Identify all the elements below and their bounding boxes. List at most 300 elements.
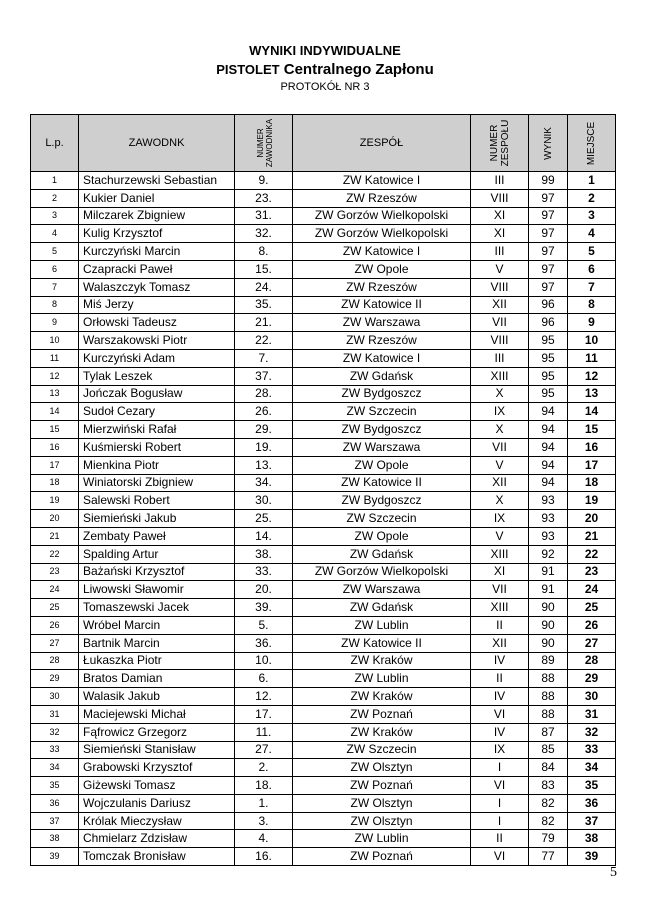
- row-name: Stachurzewski Sebastian: [79, 172, 235, 190]
- row-lp: 23: [31, 563, 79, 581]
- row-team: ZW Katowice II: [293, 474, 471, 492]
- row-team: ZW Kraków: [293, 688, 471, 706]
- row-place: 29: [568, 670, 616, 688]
- table-row: [31, 367, 616, 385]
- row-number: 28.: [235, 385, 293, 403]
- row-lp: 2: [31, 189, 79, 207]
- row-name: Kurczyński Adam: [79, 349, 235, 367]
- row-number: 15.: [235, 260, 293, 278]
- row-score: 88: [529, 670, 568, 688]
- row-team-number: XIII: [471, 599, 529, 617]
- row-team-number: II: [471, 830, 529, 848]
- row-lp: 3: [31, 207, 79, 225]
- row-team-number: XII: [471, 474, 529, 492]
- row-place: 34: [568, 759, 616, 777]
- row-team-number: IX: [471, 741, 529, 759]
- row-score: 84: [529, 759, 568, 777]
- row-team: ZW Szczecin: [293, 510, 471, 528]
- row-team-number: VI: [471, 777, 529, 795]
- col-header-place-text: MIEJSCE: [586, 121, 597, 165]
- row-team-number: XI: [471, 563, 529, 581]
- row-team-number: VII: [471, 581, 529, 599]
- table-row: [31, 581, 616, 599]
- row-number: 2.: [235, 759, 293, 777]
- row-name: Bartnik Marcin: [79, 634, 235, 652]
- table-row: [31, 848, 616, 866]
- row-lp: 30: [31, 688, 79, 706]
- row-place: 12: [568, 367, 616, 385]
- row-team-number: I: [471, 794, 529, 812]
- row-name: Spalding Artur: [79, 545, 235, 563]
- col-header-place: [568, 115, 616, 172]
- row-lp: 1: [31, 172, 79, 190]
- row-lp: 29: [31, 670, 79, 688]
- col-header-lp: L.p.: [31, 115, 79, 172]
- row-number: 20.: [235, 581, 293, 599]
- row-number: 39.: [235, 599, 293, 617]
- row-lp: 19: [31, 492, 79, 510]
- row-team-number: VII: [471, 438, 529, 456]
- row-lp: 35: [31, 777, 79, 795]
- row-team: ZW Lublin: [293, 830, 471, 848]
- row-place: 26: [568, 616, 616, 634]
- row-name: Łukaszka Piotr: [79, 652, 235, 670]
- row-score: 94: [529, 438, 568, 456]
- row-team-number: IX: [471, 403, 529, 421]
- row-lp: 24: [31, 581, 79, 599]
- row-team-number: XI: [471, 225, 529, 243]
- row-lp: 4: [31, 225, 79, 243]
- table-row: [31, 723, 616, 741]
- row-number: 12.: [235, 688, 293, 706]
- discipline-prefix: PISTOLET: [216, 62, 280, 77]
- row-lp: 13: [31, 385, 79, 403]
- row-team-number: III: [471, 243, 529, 261]
- row-score: 94: [529, 474, 568, 492]
- row-lp: 12: [31, 367, 79, 385]
- col-header-name: ZAWODNK: [79, 115, 235, 172]
- row-lp: 5: [31, 243, 79, 261]
- row-number: 34.: [235, 474, 293, 492]
- row-team-number: II: [471, 670, 529, 688]
- row-number: 29.: [235, 421, 293, 439]
- row-number: 10.: [235, 652, 293, 670]
- row-lp: 37: [31, 812, 79, 830]
- competition-title: [0, 61, 650, 78]
- row-lp: 9: [31, 314, 79, 332]
- protocol-number: PROTOKÓŁ NR 3: [280, 81, 370, 93]
- row-score: 97: [529, 243, 568, 261]
- row-score: 97: [529, 260, 568, 278]
- table-row: [31, 688, 616, 706]
- row-team: ZW Gorzów Wielkopolski: [293, 207, 471, 225]
- row-team: ZW Opole: [293, 260, 471, 278]
- row-number: 35.: [235, 296, 293, 314]
- row-team: ZW Lublin: [293, 670, 471, 688]
- row-place: 6: [568, 260, 616, 278]
- table-row: [31, 777, 616, 795]
- row-lp: 27: [31, 634, 79, 652]
- row-name: Królak Mieczysław: [79, 812, 235, 830]
- row-team: ZW Szczecin: [293, 741, 471, 759]
- table-row: [31, 349, 616, 367]
- row-team-number: V: [471, 527, 529, 545]
- page-number: 5: [610, 865, 617, 880]
- row-team: ZW Bydgoszcz: [293, 421, 471, 439]
- row-team-number: IV: [471, 688, 529, 706]
- row-place: 37: [568, 812, 616, 830]
- row-score: 90: [529, 616, 568, 634]
- row-lp: 8: [31, 296, 79, 314]
- row-number: 36.: [235, 634, 293, 652]
- row-name: Salewski Robert: [79, 492, 235, 510]
- table-row: [31, 296, 616, 314]
- row-number: 14.: [235, 527, 293, 545]
- row-number: 17.: [235, 705, 293, 723]
- row-team: ZW Gdańsk: [293, 599, 471, 617]
- row-place: 4: [568, 225, 616, 243]
- row-place: 3: [568, 207, 616, 225]
- row-number: 30.: [235, 492, 293, 510]
- row-number: 21.: [235, 314, 293, 332]
- row-place: 19: [568, 492, 616, 510]
- row-name: Mierzwiński Rafał: [79, 421, 235, 439]
- row-number: 1.: [235, 794, 293, 812]
- row-team: ZW Kraków: [293, 652, 471, 670]
- row-team-number: III: [471, 349, 529, 367]
- row-team-number: I: [471, 812, 529, 830]
- col-header-team: ZESPÓŁ: [293, 115, 471, 172]
- row-team-number: V: [471, 456, 529, 474]
- row-lp: 32: [31, 723, 79, 741]
- row-number: 26.: [235, 403, 293, 421]
- row-team: ZW Rzeszów: [293, 278, 471, 296]
- row-team: ZW Katowice II: [293, 634, 471, 652]
- row-number: 38.: [235, 545, 293, 563]
- row-name: Wojczulanis Dariusz: [79, 794, 235, 812]
- row-number: 27.: [235, 741, 293, 759]
- row-team: ZW Bydgoszcz: [293, 385, 471, 403]
- row-score: 94: [529, 403, 568, 421]
- row-team-number: VII: [471, 314, 529, 332]
- row-team-number: IV: [471, 723, 529, 741]
- table-row: [31, 670, 616, 688]
- row-score: 97: [529, 189, 568, 207]
- row-team: ZW Rzeszów: [293, 189, 471, 207]
- row-name: Giżewski Tomasz: [79, 777, 235, 795]
- row-name: Czapracki Paweł: [79, 260, 235, 278]
- row-team: ZW Olsztyn: [293, 759, 471, 777]
- table-row: [31, 172, 616, 190]
- row-team-number: V: [471, 260, 529, 278]
- row-place: 25: [568, 599, 616, 617]
- row-lp: 33: [31, 741, 79, 759]
- row-number: 4.: [235, 830, 293, 848]
- row-score: 87: [529, 723, 568, 741]
- row-number: 16.: [235, 848, 293, 866]
- row-team: ZW Szczecin: [293, 403, 471, 421]
- row-number: 5.: [235, 616, 293, 634]
- row-place: 24: [568, 581, 616, 599]
- row-score: 97: [529, 225, 568, 243]
- row-team-number: VI: [471, 848, 529, 866]
- row-score: 90: [529, 634, 568, 652]
- table-row: [31, 705, 616, 723]
- row-team: ZW Olsztyn: [293, 812, 471, 830]
- row-team: ZW Gdańsk: [293, 367, 471, 385]
- row-number: 31.: [235, 207, 293, 225]
- row-team-number: XI: [471, 207, 529, 225]
- row-name: Wróbel Marcin: [79, 616, 235, 634]
- row-place: 20: [568, 510, 616, 528]
- row-score: 91: [529, 563, 568, 581]
- row-place: 36: [568, 794, 616, 812]
- row-team-number: I: [471, 759, 529, 777]
- row-lp: 6: [31, 260, 79, 278]
- row-number: 11.: [235, 723, 293, 741]
- row-place: 2: [568, 189, 616, 207]
- row-name: Kuśmierski Robert: [79, 438, 235, 456]
- row-lp: 20: [31, 510, 79, 528]
- row-score: 97: [529, 278, 568, 296]
- row-place: 18: [568, 474, 616, 492]
- table-row: [31, 278, 616, 296]
- row-name: Winiatorski Zbigniew: [79, 474, 235, 492]
- row-number: 25.: [235, 510, 293, 528]
- row-team: ZW Poznań: [293, 777, 471, 795]
- row-lp: 7: [31, 278, 79, 296]
- row-place: 27: [568, 634, 616, 652]
- row-score: 97: [529, 207, 568, 225]
- row-number: 24.: [235, 278, 293, 296]
- row-number: 3.: [235, 812, 293, 830]
- table-row: [31, 403, 616, 421]
- row-place: 16: [568, 438, 616, 456]
- row-name: Milczarek Zbigniew: [79, 207, 235, 225]
- row-number: 18.: [235, 777, 293, 795]
- row-lp: 18: [31, 474, 79, 492]
- row-team-number: VIII: [471, 189, 529, 207]
- table-row: [31, 545, 616, 563]
- row-name: Liwowski Sławomir: [79, 581, 235, 599]
- table-row: [31, 794, 616, 812]
- row-team: ZW Warszawa: [293, 581, 471, 599]
- row-lp: 22: [31, 545, 79, 563]
- row-team: ZW Kraków: [293, 723, 471, 741]
- row-score: 83: [529, 777, 568, 795]
- row-name: Miś Jerzy: [79, 296, 235, 314]
- table-row: [31, 652, 616, 670]
- row-lp: 34: [31, 759, 79, 777]
- row-lp: 38: [31, 830, 79, 848]
- row-place: 22: [568, 545, 616, 563]
- row-score: 94: [529, 456, 568, 474]
- row-score: 79: [529, 830, 568, 848]
- row-place: 17: [568, 456, 616, 474]
- row-score: 89: [529, 652, 568, 670]
- row-team-number: VIII: [471, 332, 529, 350]
- row-team-number: IV: [471, 652, 529, 670]
- row-team: ZW Gorzów Wielkopolski: [293, 563, 471, 581]
- row-name: Tomaszewski Jacek: [79, 599, 235, 617]
- row-name: Maciejewski Michał: [79, 705, 235, 723]
- row-team: ZW Poznań: [293, 705, 471, 723]
- row-score: 88: [529, 688, 568, 706]
- row-score: 85: [529, 741, 568, 759]
- row-number: 37.: [235, 367, 293, 385]
- row-team-number: X: [471, 385, 529, 403]
- row-place: 32: [568, 723, 616, 741]
- row-name: Bażański Krzysztof: [79, 563, 235, 581]
- table-row: [31, 741, 616, 759]
- row-name: Zembaty Paweł: [79, 527, 235, 545]
- row-number: 9.: [235, 172, 293, 190]
- row-name: Kulig Krzysztof: [79, 225, 235, 243]
- row-team: ZW Katowice I: [293, 349, 471, 367]
- row-team-number: XII: [471, 634, 529, 652]
- row-name: Warszakowski Piotr: [79, 332, 235, 350]
- col-header-score-text: WYNIK: [542, 126, 554, 160]
- row-place: 7: [568, 278, 616, 296]
- row-team: ZW Katowice I: [293, 243, 471, 261]
- table-row: [31, 616, 616, 634]
- row-team-number: X: [471, 421, 529, 439]
- row-number: 23.: [235, 189, 293, 207]
- table-row: [31, 438, 616, 456]
- row-team: ZW Gorzów Wielkopolski: [293, 225, 471, 243]
- header-row: [31, 115, 616, 172]
- row-name: Fąfrowicz Grzegorz: [79, 723, 235, 741]
- row-lp: 15: [31, 421, 79, 439]
- row-name: Siemieński Jakub: [79, 510, 235, 528]
- row-team: ZW Opole: [293, 527, 471, 545]
- table-row: [31, 332, 616, 350]
- row-lp: 11: [31, 349, 79, 367]
- row-place: 5: [568, 243, 616, 261]
- row-name: Siemieński Stanisław: [79, 741, 235, 759]
- row-place: 13: [568, 385, 616, 403]
- row-place: 9: [568, 314, 616, 332]
- row-name: Chmielarz Zdzisław: [79, 830, 235, 848]
- row-lp: 16: [31, 438, 79, 456]
- row-team: ZW Lublin: [293, 616, 471, 634]
- row-score: 77: [529, 848, 568, 866]
- table-row: [31, 385, 616, 403]
- row-lp: 10: [31, 332, 79, 350]
- row-number: 19.: [235, 438, 293, 456]
- row-score: 99: [529, 172, 568, 190]
- row-score: 93: [529, 510, 568, 528]
- row-team-number: VIII: [471, 278, 529, 296]
- table-row: [31, 830, 616, 848]
- col-header-team-number-text: NUMER ZESPOŁU: [488, 119, 511, 167]
- row-team: ZW Warszawa: [293, 314, 471, 332]
- row-score: 91: [529, 581, 568, 599]
- row-number: 8.: [235, 243, 293, 261]
- table-row: [31, 189, 616, 207]
- row-place: 31: [568, 705, 616, 723]
- row-team: ZW Olsztyn: [293, 794, 471, 812]
- row-team: ZW Opole: [293, 456, 471, 474]
- row-place: 28: [568, 652, 616, 670]
- row-score: 90: [529, 599, 568, 617]
- row-lp: 36: [31, 794, 79, 812]
- row-lp: 25: [31, 599, 79, 617]
- row-place: 14: [568, 403, 616, 421]
- row-team-number: II: [471, 616, 529, 634]
- row-name: Kukier Daniel: [79, 189, 235, 207]
- row-place: 38: [568, 830, 616, 848]
- row-name: Mienkina Piotr: [79, 456, 235, 474]
- row-team: ZW Rzeszów: [293, 332, 471, 350]
- col-header-number: [235, 115, 293, 172]
- row-name: Walaszczyk Tomasz: [79, 278, 235, 296]
- row-place: 30: [568, 688, 616, 706]
- row-team: ZW Katowice II: [293, 296, 471, 314]
- table-row: [31, 243, 616, 261]
- row-place: 10: [568, 332, 616, 350]
- row-score: 93: [529, 527, 568, 545]
- row-place: 8: [568, 296, 616, 314]
- col-header-team-number: [471, 115, 529, 172]
- table-row: [31, 474, 616, 492]
- row-score: 96: [529, 296, 568, 314]
- row-number: 22.: [235, 332, 293, 350]
- row-lp: 26: [31, 616, 79, 634]
- row-place: 1: [568, 172, 616, 190]
- table-row: [31, 260, 616, 278]
- row-number: 7.: [235, 349, 293, 367]
- col-header-score: [529, 115, 568, 172]
- row-number: 33.: [235, 563, 293, 581]
- row-number: 13.: [235, 456, 293, 474]
- row-team-number: XIII: [471, 545, 529, 563]
- table-row: [31, 456, 616, 474]
- table-row: [31, 599, 616, 617]
- row-name: Kurczyński Marcin: [79, 243, 235, 261]
- results-table: [30, 114, 616, 866]
- row-lp: 28: [31, 652, 79, 670]
- row-name: Sudoł Cezary: [79, 403, 235, 421]
- table-row: [31, 207, 616, 225]
- row-team-number: XIII: [471, 367, 529, 385]
- table-row: [31, 812, 616, 830]
- results-title: WYNIKI INDYWIDUALNE: [249, 43, 401, 58]
- row-team: ZW Gdańsk: [293, 545, 471, 563]
- row-place: 39: [568, 848, 616, 866]
- table-row: [31, 634, 616, 652]
- row-team-number: XII: [471, 296, 529, 314]
- row-score: 82: [529, 794, 568, 812]
- row-lp: 21: [31, 527, 79, 545]
- row-name: Bratos Damian: [79, 670, 235, 688]
- row-place: 15: [568, 421, 616, 439]
- row-score: 94: [529, 421, 568, 439]
- row-score: 92: [529, 545, 568, 563]
- row-place: 23: [568, 563, 616, 581]
- row-score: 82: [529, 812, 568, 830]
- table-row: [31, 225, 616, 243]
- row-team-number: IX: [471, 510, 529, 528]
- row-score: 95: [529, 332, 568, 350]
- row-name: Orłowski Tadeusz: [79, 314, 235, 332]
- row-team: ZW Poznań: [293, 848, 471, 866]
- row-name: Tomczak Bronisław: [79, 848, 235, 866]
- row-score: 95: [529, 385, 568, 403]
- row-score: 93: [529, 492, 568, 510]
- row-team: ZW Katowice I: [293, 172, 471, 190]
- row-team-number: VI: [471, 705, 529, 723]
